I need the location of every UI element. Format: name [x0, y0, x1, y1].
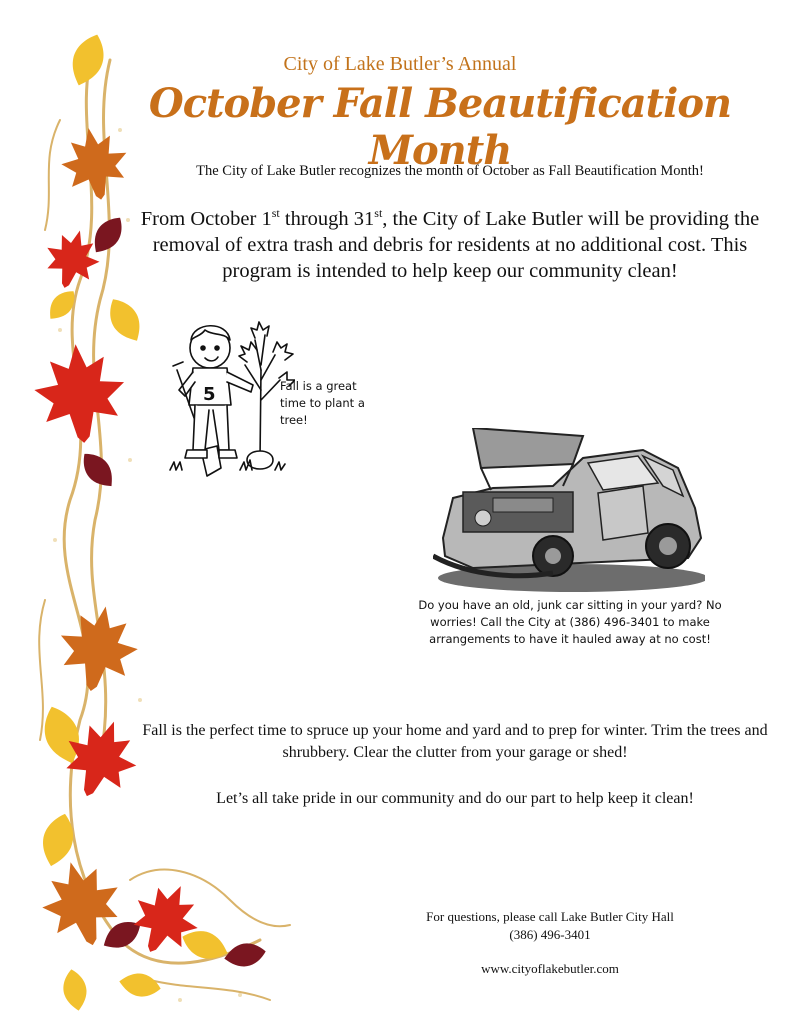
car-caption: Do you have an old, junk car sitting in your yard? No worries! Call the City at (386) 496-3401 to make arrangements to have it hauled away at no cost! — [418, 598, 722, 646]
program-text-part3: , the City of Lake Butler will be providing the removal of extra trash and debris for residents at no additional cost. This program is intended to help keep our community clean! — [152, 207, 760, 282]
contact-info — [380, 908, 720, 944]
shirt-number: 5 — [203, 384, 216, 405]
contact-line: For questions, please call Lake Butler City Hall — [426, 909, 674, 924]
page-title: October Fall Beautification Month — [148, 80, 732, 174]
website-link[interactable]: www.cityoflakebutler.com — [481, 961, 619, 976]
community-pride-text: Let’s all take pride in our community and do our part to help keep it clean! — [216, 790, 694, 807]
boy-planting-tree-illustration — [165, 310, 295, 480]
phone-number: (386) 496-3401 — [509, 927, 591, 942]
ordinal-suffix: st — [374, 206, 383, 220]
page-subtitle: City of Lake Butler’s Annual — [283, 53, 517, 75]
junk-car-illustration — [433, 428, 705, 593]
ordinal-suffix: st — [271, 206, 280, 220]
spruce-up-text: Fall is the perfect time to spruce up your home and yard and to prep for winter. Trim the trees and shrubbery. Clear the clutter from your garage or shed! — [142, 722, 768, 761]
intro-text: The City of Lake Butler recognizes the month of October as Fall Beautification Month! — [196, 163, 704, 179]
program-text-part2: through 31 — [279, 207, 375, 230]
program-description — [140, 200, 760, 284]
program-text-part1: From October 1 — [140, 207, 272, 230]
tree-caption: Fall is a great time to plant a tree! — [280, 379, 365, 427]
